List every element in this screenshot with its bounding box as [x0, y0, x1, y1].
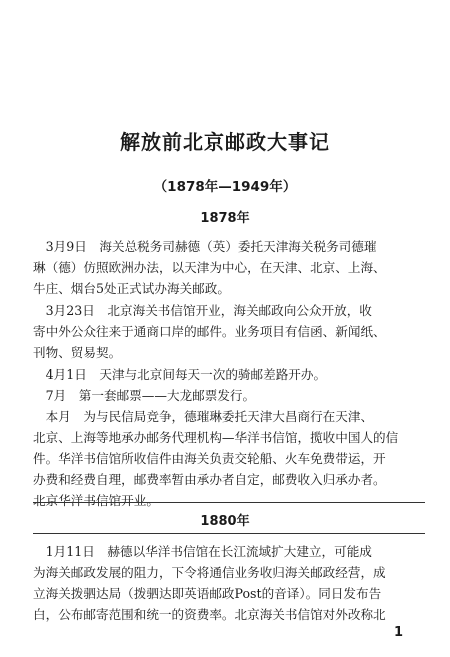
text-line: 4月1日 天津与北京间每天一次的骑邮差路开办。: [33, 367, 327, 382]
text-line: 白，公布邮寄范围和统一的资费率。北京海关书信馆对外改称北: [33, 607, 386, 622]
page-number: 1: [394, 625, 404, 640]
text-line: 刊物、贸易契。: [33, 345, 122, 360]
text-line: 3月9日 海关总税务司赫德（英）委托天津海关税务司德璀: [33, 239, 377, 254]
text-line: 1月11日 赫德以华洋书信馆在长江流域扩大建立，可能成: [33, 544, 372, 559]
text-line: 为海关邮政发展的阻力，下令将通信业务收归海关邮政经营，成: [33, 565, 386, 580]
text-line: 北京、上海等地承办邮务代理机构—华洋书信馆，揽收中国人的信: [33, 430, 399, 445]
section-year-heading: 1880年: [200, 514, 250, 529]
page-subtitle: （1878年—1949年）: [153, 179, 297, 195]
section-year-heading: 1878年: [200, 211, 250, 226]
paragraph: [33, 406, 425, 511]
text-line: 件。华洋书信馆所收信件由海关负责交轮船、火车免费带运，开: [33, 451, 386, 466]
section-divider: [33, 533, 425, 534]
paragraph: [33, 385, 425, 406]
text-line: 寄中外公众往来于通商口岸的邮件。业务项目有信函、新闻纸、: [33, 324, 386, 339]
text-line: 牛庄、烟台5处正式试办海关邮政。: [33, 281, 230, 296]
text-line: 3月23日 北京海关书信馆开业，海关邮政向公众开放，收: [33, 303, 372, 318]
text-line: 办费和经费自理，邮费率暂由承办者自定，邮费收入归承办者。: [33, 472, 386, 487]
paragraph: [33, 541, 425, 625]
paragraph: [33, 236, 425, 299]
text-line: 7月 第一套邮票——大龙邮票发行。: [33, 388, 256, 403]
text-line: 立海关拨驷达局（拨驷达即英语邮政Post的音译）。同日发布告: [33, 586, 382, 601]
text-line: 北京华洋书信馆开业。: [33, 493, 159, 508]
paragraph: [33, 364, 425, 385]
text-line: 本月 为与民信局竞争，德璀琳委托天津大昌商行在天津、: [33, 409, 374, 424]
section-divider: [33, 502, 425, 503]
paragraph: [33, 300, 425, 363]
text-line: 琳（德）仿照欧洲办法，以天津为中心，在天津、北京、上海、: [33, 260, 386, 275]
page-title: 解放前北京邮政大事记: [120, 130, 330, 154]
